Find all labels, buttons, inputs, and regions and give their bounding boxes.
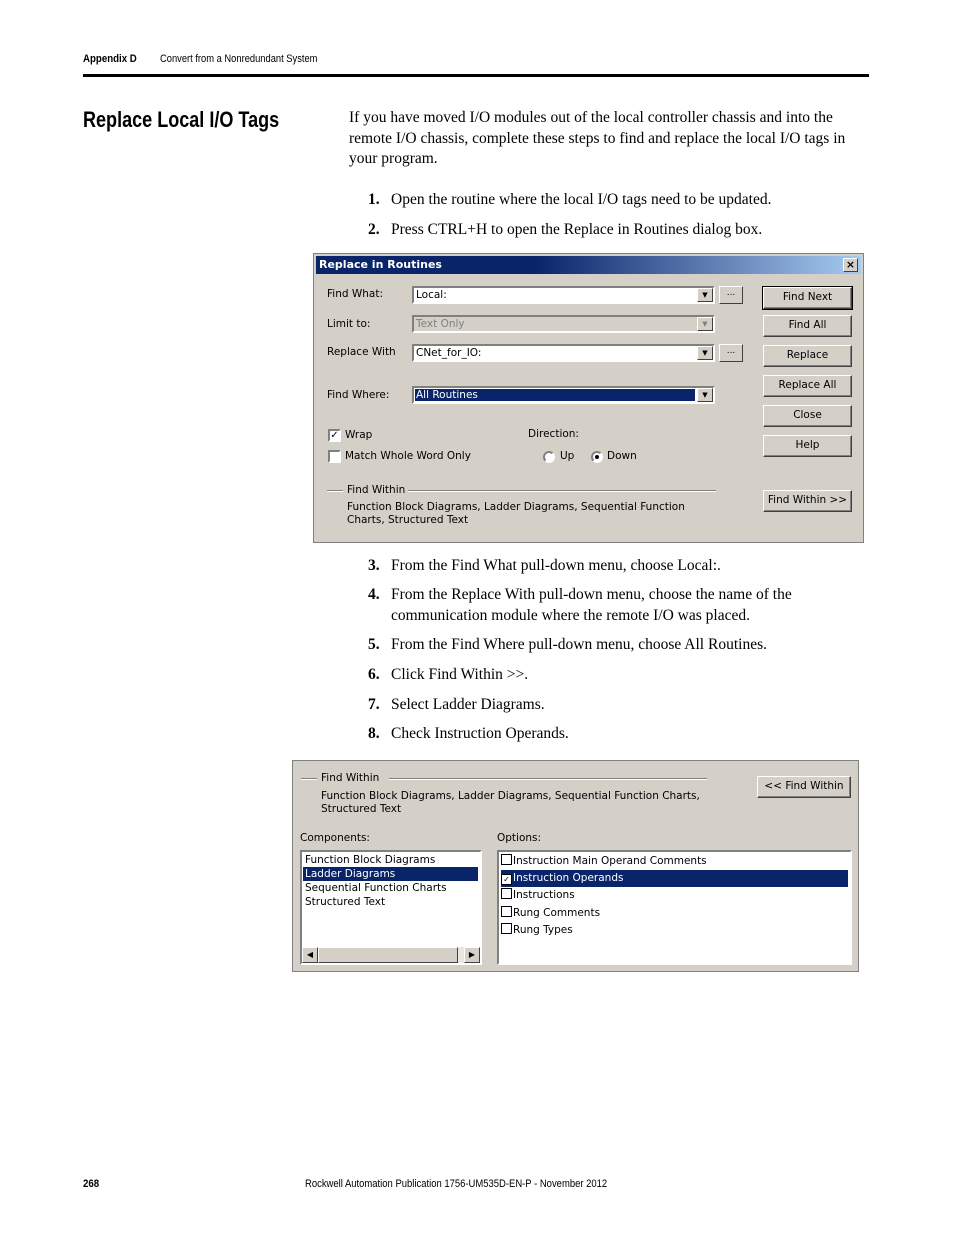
step-text: From the Replace With pull-down menu, choose the name of the communication module where the remote I/O was placed. [391,586,792,624]
direction-up-label: Up [560,450,575,462]
find-within-button[interactable]: Find Within >> [763,490,852,512]
step-text: Check Instruction Operands. [391,725,569,742]
dropdown-arrow-icon[interactable]: ▼ [697,388,713,402]
option-label: Instruction Main Operand Comments [513,855,707,867]
find-within-scope-text: Function Block Diagrams, Ladder Diagrams, Sequential Function Charts, Structured Text [321,790,700,815]
step-text: From the Find Where pull-down menu, choose All Routines. [391,636,767,653]
find-what-label: Find What: [327,288,383,300]
options-listbox[interactable] [497,850,852,965]
section-title: Replace Local I/O Tags [83,107,280,132]
find-where-label: Find Where: [327,389,390,401]
component-item[interactable]: Structured Text [305,896,386,908]
direction-up-radio[interactable] [543,451,555,463]
replace-with-browse-button[interactable]: ... [719,344,743,362]
step-number: 1. [368,191,380,208]
match-whole-word-checkbox[interactable] [328,450,341,463]
step-number: 8. [368,725,380,742]
option-checkbox[interactable] [501,854,512,865]
match-whole-word-label: Match Whole Word Only [345,450,471,462]
step-text: Press CTRL+H to open the Replace in Routines dialog box. [391,221,763,238]
wrap-checkbox[interactable]: ✓ [328,429,341,442]
option-item[interactable] [501,922,848,939]
component-item[interactable]: Ladder Diagrams [303,867,478,881]
option-checkbox[interactable] [501,906,512,917]
option-checkbox[interactable]: ✓ [501,874,512,885]
find-what-browse-button[interactable]: ... [719,286,743,304]
limit-to-combo[interactable] [412,315,715,333]
option-item[interactable] [501,853,848,870]
find-within-scope-text: Function Block Diagrams, Ladder Diagrams, Sequential Function Charts, Structured Text [347,501,685,526]
intro-paragraph: If you have moved I/O modules out of the local controller chassis and into the remote I/O chassis, complete these steps to find and replace the local I/O tags in your program. [349,109,846,167]
direction-down-radio[interactable] [591,451,603,463]
options-label: Options: [497,832,542,844]
option-checkbox[interactable] [501,888,512,899]
publication-info: Rockwell Automation Publication 1756-UM535D-EN-P - November 2012 [305,1178,608,1190]
option-checkbox[interactable] [501,923,512,934]
replace-with-label: Replace With [327,346,396,358]
group-divider [327,490,343,492]
collapse-find-within-button[interactable]: << Find Within [757,776,851,798]
direction-down-label: Down [607,450,637,462]
replace-with-value: CNet_for_IO: [416,347,482,359]
group-divider [301,778,317,780]
find-where-value: All Routines [415,389,695,401]
scroll-thumb[interactable] [318,947,458,963]
find-where-combo[interactable] [412,386,715,404]
step-number: 5. [368,636,380,653]
option-label: Instruction Operands [513,872,624,884]
step-text: Open the routine where the local I/O tags need to be updated. [391,191,772,208]
find-within-label: Find Within [347,484,406,496]
group-divider [389,778,707,780]
find-within-label: Find Within [321,772,380,784]
dialog-title: Replace in Routines [319,258,442,271]
direction-label: Direction: [528,428,579,440]
limit-to-label: Limit to: [327,318,371,330]
replace-button[interactable]: Replace [763,345,852,367]
step-number: 3. [368,557,380,574]
components-listbox[interactable] [300,850,482,965]
header-rule [83,74,869,77]
group-divider [408,490,716,492]
dropdown-arrow-icon[interactable]: ▼ [697,346,713,360]
option-label: Instructions [513,889,575,901]
appendix-label: Appendix D [83,53,137,65]
find-next-button[interactable]: Find Next [763,287,852,309]
find-what-combo[interactable] [412,286,715,304]
scroll-left-icon[interactable]: ◀ [302,947,318,963]
option-label: Rung Comments [513,907,601,919]
find-within-panel [292,760,859,972]
step-number: 7. [368,696,380,713]
horizontal-scrollbar[interactable] [302,947,480,963]
component-item[interactable]: Function Block Diagrams [305,854,436,866]
page-number: 268 [83,1178,100,1190]
close-button[interactable]: Close [763,405,852,427]
option-label: Rung Types [513,924,573,936]
option-item[interactable] [501,887,848,904]
option-item[interactable] [501,905,848,922]
step-text: Click Find Within >>. [391,666,529,683]
help-button[interactable]: Help [763,435,852,457]
replace-with-combo[interactable] [412,344,715,362]
step-number: 6. [368,666,380,683]
step-number: 4. [368,586,380,603]
step-number: 2. [368,221,380,238]
components-label: Components: [300,832,370,844]
step-text: Select Ladder Diagrams. [391,696,545,713]
replace-all-button[interactable]: Replace All [763,375,852,397]
dropdown-arrow-icon[interactable]: ▼ [697,288,713,302]
limit-to-value: Text Only [416,318,465,330]
step-text: From the Find What pull-down menu, choose Local:. [391,557,721,574]
component-item[interactable]: Sequential Function Charts [305,882,447,894]
close-icon[interactable]: × [843,258,858,272]
wrap-label: Wrap [345,429,373,441]
dropdown-arrow-icon[interactable]: ▼ [697,317,713,331]
dialog-titlebar[interactable] [316,256,861,274]
replace-in-routines-dialog [313,253,864,543]
find-what-value: Local: [416,289,447,301]
chapter-title: Convert from a Nonredundant System [160,53,318,65]
find-all-button[interactable]: Find All [763,315,852,337]
option-item[interactable] [501,870,848,887]
radio-selected-dot [595,455,599,459]
scroll-right-icon[interactable]: ▶ [464,947,480,963]
